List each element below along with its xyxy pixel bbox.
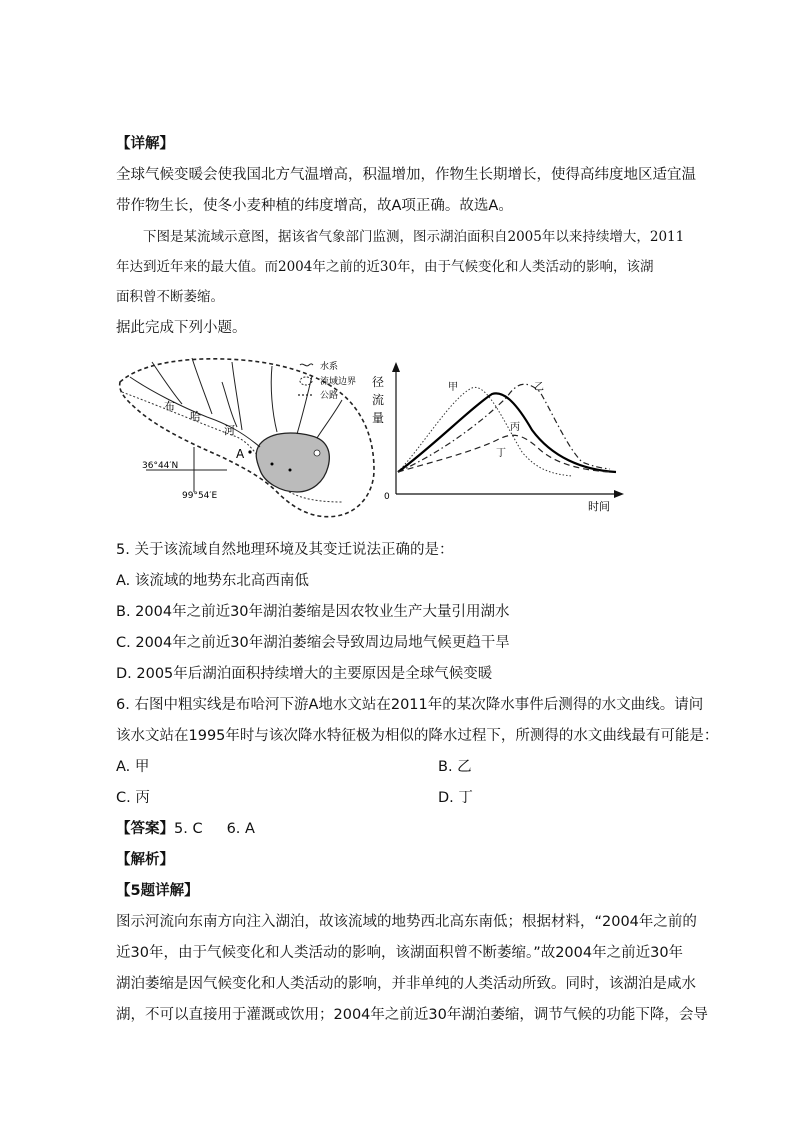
lon-label: 99°54′E — [182, 491, 218, 501]
answer-row — [116, 819, 255, 839]
q6-option-a: A. 甲 — [116, 759, 150, 775]
q5-detail-line-4: 湖，不可以直接用于灌溉或饮用；2004年之前近30年湖泊萎缩，调节气候的功能下降，会导 — [116, 1007, 708, 1023]
legend-boundary: 流域边界 — [320, 377, 357, 387]
passage-line-3: 面积曾不断萎缩。 — [116, 289, 224, 305]
river-system — [130, 358, 342, 447]
q5-option-a: A. 该流域的地势东北高西南低 — [116, 573, 309, 589]
figure — [112, 352, 632, 522]
ylabel-2: 流 — [372, 393, 385, 407]
answer-label: 【答案】 — [116, 821, 174, 837]
q5-detail-heading: 【5题详解】 — [116, 883, 199, 899]
series-jia — [398, 387, 572, 476]
series-label-ding: 丁 — [496, 448, 506, 459]
lat-label: 36°44′N — [142, 461, 179, 471]
detail-line-1: 全球气候变暖会使我国北方气温增高，积温增加，作物生长期增长，使得高纬度地区适宜温 — [116, 167, 696, 183]
map-legend — [298, 360, 356, 401]
passage-line-1: 下图是某流域示意图，据该省气象部门监测，图示湖泊面积自2005年以来持续增大，2011 — [143, 229, 685, 245]
legend-river: 水系 — [320, 362, 339, 372]
q5-detail-line-3: 湖泊萎缩是因气候变化和人类活动的影响，并非单纯的人类活动所致。同时，该湖泊是咸水 — [116, 976, 696, 992]
river-char-1: 布 — [164, 400, 175, 413]
point-a-label: A — [236, 447, 245, 461]
answer-5: 5. C — [174, 821, 203, 837]
q5-option-b: B. 2004年之前近30年湖泊萎缩是因农牧业生产大量引用湖水 — [116, 604, 510, 620]
xlabel: 时间 — [588, 500, 610, 513]
q6-stem-2: 该水文站在1995年时与该次降水特征极为相似的降水过程下，所测得的水文曲线最有可能是： — [116, 728, 719, 744]
detail-heading: 【详解】 — [116, 136, 174, 152]
analysis-heading: 【解析】 — [116, 852, 174, 868]
point-a-marker — [248, 450, 251, 453]
prompt: 据此完成下列小题。 — [116, 320, 247, 336]
legend-road: 公路 — [320, 391, 339, 401]
ylabel-1: 径 — [372, 375, 385, 389]
origin-label: 0 — [384, 492, 390, 502]
river-char-3: 河 — [224, 424, 235, 437]
q6-stem-1: 6. 右图中粗实线是布哈河下游A地水文站在2011年的某次降水事件后测得的水文曲线。请问 — [116, 697, 704, 713]
detail-line-2: 带作物生长，使冬小麦种植的纬度增高，故A项正确。故选A。 — [116, 198, 513, 214]
passage-line-2: 年达到近年来的最大值。而2004年之前的近30年，由于气候变化和人类活动的影响，该湖 — [116, 259, 654, 275]
series-label-bing: 丙 — [510, 422, 520, 433]
q6-option-b: B. 乙 — [438, 759, 472, 775]
series-label-yi: 乙 — [534, 382, 544, 393]
series-bing — [398, 393, 616, 472]
q5-option-c: C. 2004年之前近30年湖泊萎缩会导致周边局地气候更趋干旱 — [116, 635, 510, 651]
q5-detail-line-2: 近30年，由于气候变化和人类活动的影响，该湖面积曾不断萎缩。”故2004年之前近30年 — [116, 945, 684, 961]
q6-option-d: D. 丁 — [438, 790, 473, 806]
q5-detail-line-1: 图示河流向东南方向注入湖泊，故该流域的地势西北高东南低；根据材料，“2004年之前的 — [116, 914, 697, 930]
q5-option-d: D. 2005年后湖泊面积持续增大的主要原因是全球气候变暖 — [116, 666, 493, 682]
river-char-2: 哈 — [190, 410, 201, 423]
q5-stem: 5. 关于该流域自然地理环境及其变迁说法正确的是： — [116, 542, 454, 558]
answer-6: 6. A — [226, 821, 255, 837]
ylabel-3: 量 — [372, 411, 385, 425]
hydrograph — [372, 362, 624, 513]
series-label-jia: 甲 — [448, 382, 458, 393]
q6-option-c: C. 丙 — [116, 790, 150, 806]
legend-river-symbol — [300, 364, 313, 366]
